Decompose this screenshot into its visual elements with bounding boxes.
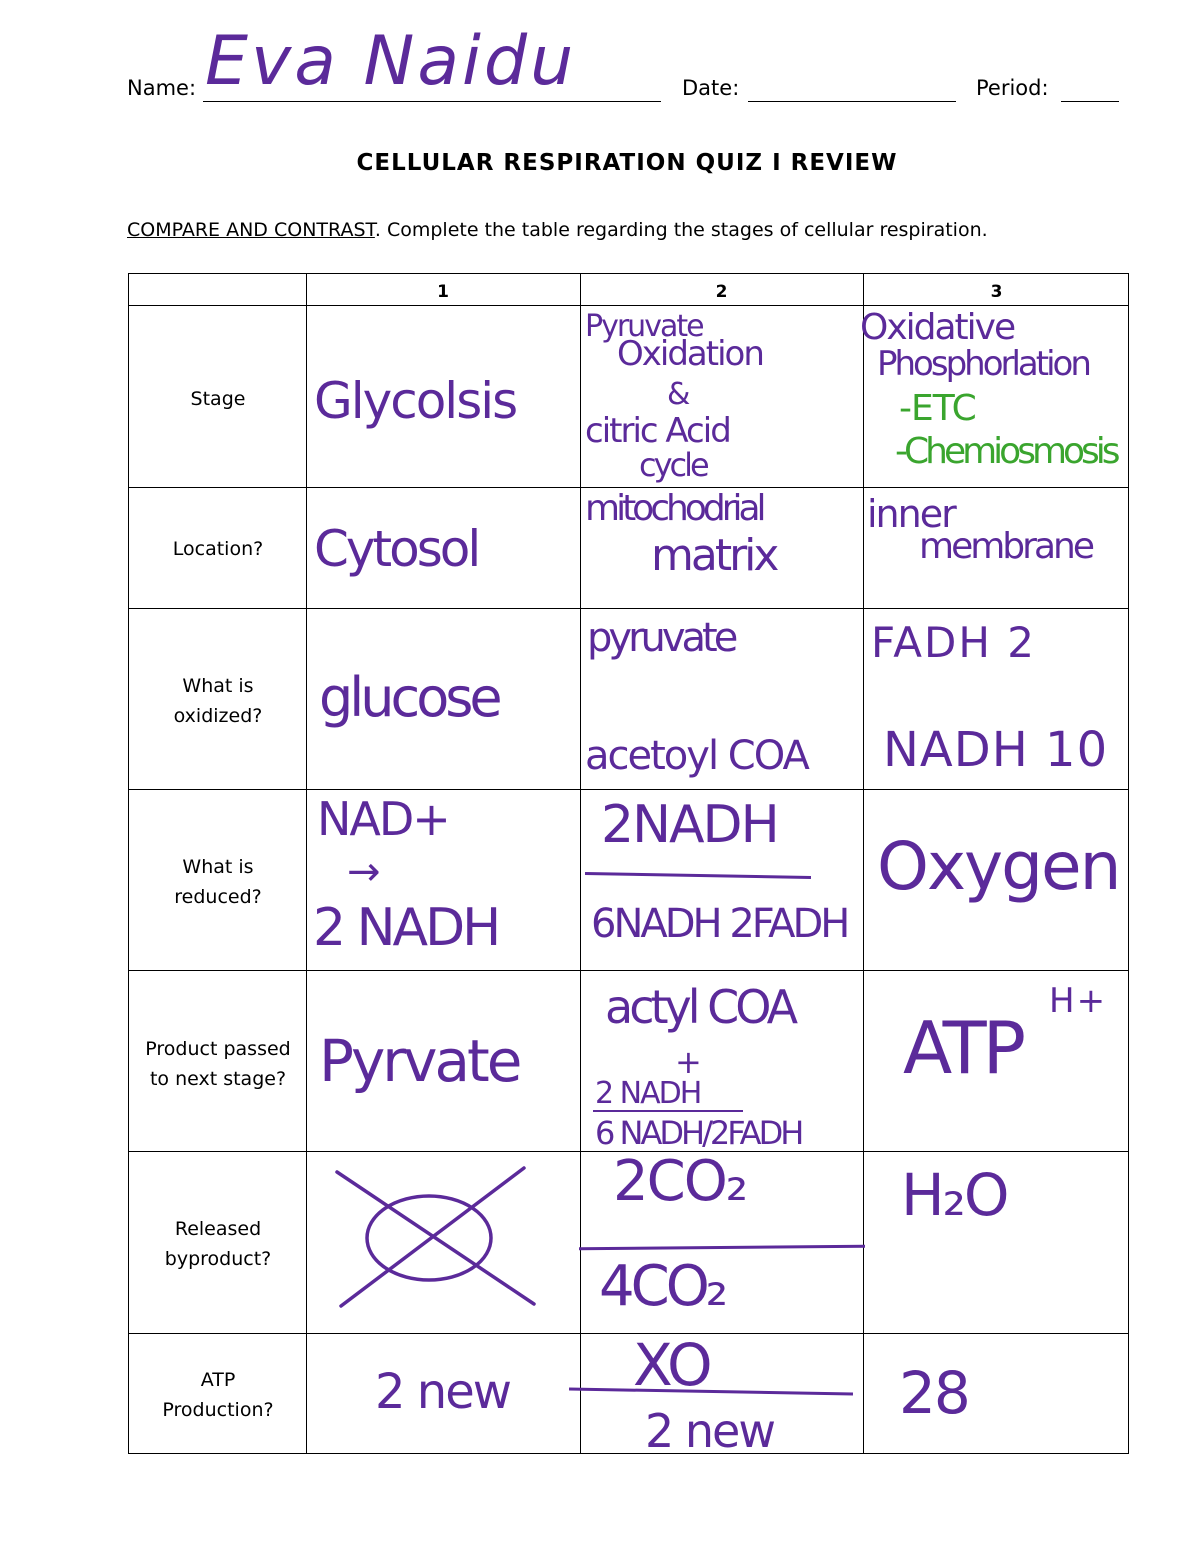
row-label-stage: Stage	[190, 388, 246, 410]
stage-col3-line2: Phosphorlation	[877, 344, 1089, 384]
location-col2-line1: mitochodrial	[585, 488, 763, 529]
product-col3-hplus: H+	[1049, 981, 1108, 1021]
atp-col2-line1: XO	[633, 1331, 711, 1399]
row-label-product: Product passed to next stage?	[145, 1038, 291, 1090]
respiration-table	[128, 273, 1129, 1458]
page-title: CELLULAR RESPIRATION QUIZ I REVIEW	[356, 150, 898, 176]
name-value: Eva Naidu	[205, 22, 577, 101]
grid-hline	[129, 970, 1128, 971]
byproduct-col2-line2: 4CO₂	[599, 1254, 725, 1319]
stage-col3-line3: -ETC	[899, 388, 976, 429]
row-label-byproduct: Released byproduct?	[164, 1218, 272, 1270]
reduced-col2-line1: 2NADH	[601, 795, 778, 855]
period-label: Period:	[976, 76, 1049, 100]
stage-col2-line4: citric Acid	[585, 411, 730, 451]
location-col1: Cytosol	[314, 520, 479, 578]
oxidized-col2-line1: pyruvate	[587, 615, 735, 661]
grid-hline	[129, 1333, 1128, 1334]
grid-hline	[129, 608, 1128, 609]
none-cross-icon	[329, 1164, 539, 1314]
byproduct-col2-divider	[579, 1245, 865, 1250]
byproduct-col2-line1: 2CO₂	[613, 1149, 747, 1214]
date-underline	[748, 101, 956, 102]
stage-col2-line5: cycle	[639, 446, 707, 484]
atp-col2-line2: 2 new	[645, 1404, 774, 1458]
atp-col1: 2 new	[375, 1364, 511, 1420]
atp-col3: 28	[899, 1359, 969, 1427]
date-label: Date:	[682, 76, 740, 100]
stage-col1: Glycolsis	[314, 372, 517, 430]
location-col3-line2: membrane	[919, 526, 1092, 567]
atp-col2-divider	[569, 1388, 853, 1396]
row-label-oxidized: What is oxidized?	[173, 675, 263, 727]
column-header-1: 1	[437, 282, 449, 302]
column-header-3: 3	[990, 282, 1003, 302]
period-underline	[1061, 101, 1119, 102]
location-col2-line2: matrix	[651, 530, 777, 581]
byproduct-col3: H₂O	[901, 1161, 1008, 1229]
instructions-heading: COMPARE AND CONTRAST	[127, 219, 375, 241]
location-col3-line1: inner	[867, 492, 955, 536]
column-header-2: 2	[715, 282, 728, 302]
grid-hline	[129, 305, 1128, 306]
grid-hline	[129, 789, 1128, 790]
oxidized-col3-line2: NADH 10	[883, 722, 1109, 778]
product-col1: Pyrvate	[319, 1027, 520, 1095]
stage-col3-line4: -Chemiosmosis	[895, 431, 1117, 472]
oxidized-col2-line2: acetoyl COA	[585, 733, 808, 779]
product-col2-divider	[593, 1110, 743, 1112]
stage-col3-line1: Oxidative	[860, 307, 1015, 348]
product-col2-line3: 2 NADH	[595, 1076, 701, 1111]
instructions	[127, 219, 988, 241]
product-col2-line4: 6 NADH/2FADH	[595, 1114, 802, 1152]
product-col2-line2: +	[675, 1043, 702, 1081]
product-col2-line1: actyl COA	[605, 980, 795, 1034]
stage-col2-line3: &	[667, 377, 691, 412]
oxidized-col3-line1: FADH 2	[871, 618, 1037, 667]
name-underline	[203, 101, 661, 102]
reduced-col2-divider	[585, 872, 811, 879]
row-label-reduced: What is reduced?	[174, 856, 262, 908]
row-label-location: Location?	[172, 538, 264, 560]
row-label-atp: ATP Production?	[162, 1369, 274, 1421]
instructions-text: . Complete the table regarding the stages of cellular respiration.	[374, 219, 988, 241]
stage-col2-line1: Pyruvate	[585, 309, 703, 344]
name-label: Name:	[127, 76, 197, 100]
reduced-col3: Oxygen	[877, 828, 1120, 905]
stage-col2-line2: Oxidation	[617, 334, 763, 374]
grid-vline	[863, 274, 864, 1453]
reduced-col1-line2: →	[347, 849, 381, 895]
reduced-col1-line3: 2 NADH	[313, 898, 499, 958]
oxidized-col1: glucose	[319, 666, 499, 729]
grid-vline	[580, 274, 581, 1453]
reduced-col1-line1: NAD+	[317, 792, 449, 846]
product-col3-atp: ATP	[903, 1006, 1023, 1090]
reduced-col2-line2: 6NADH 2FADH	[591, 901, 848, 947]
